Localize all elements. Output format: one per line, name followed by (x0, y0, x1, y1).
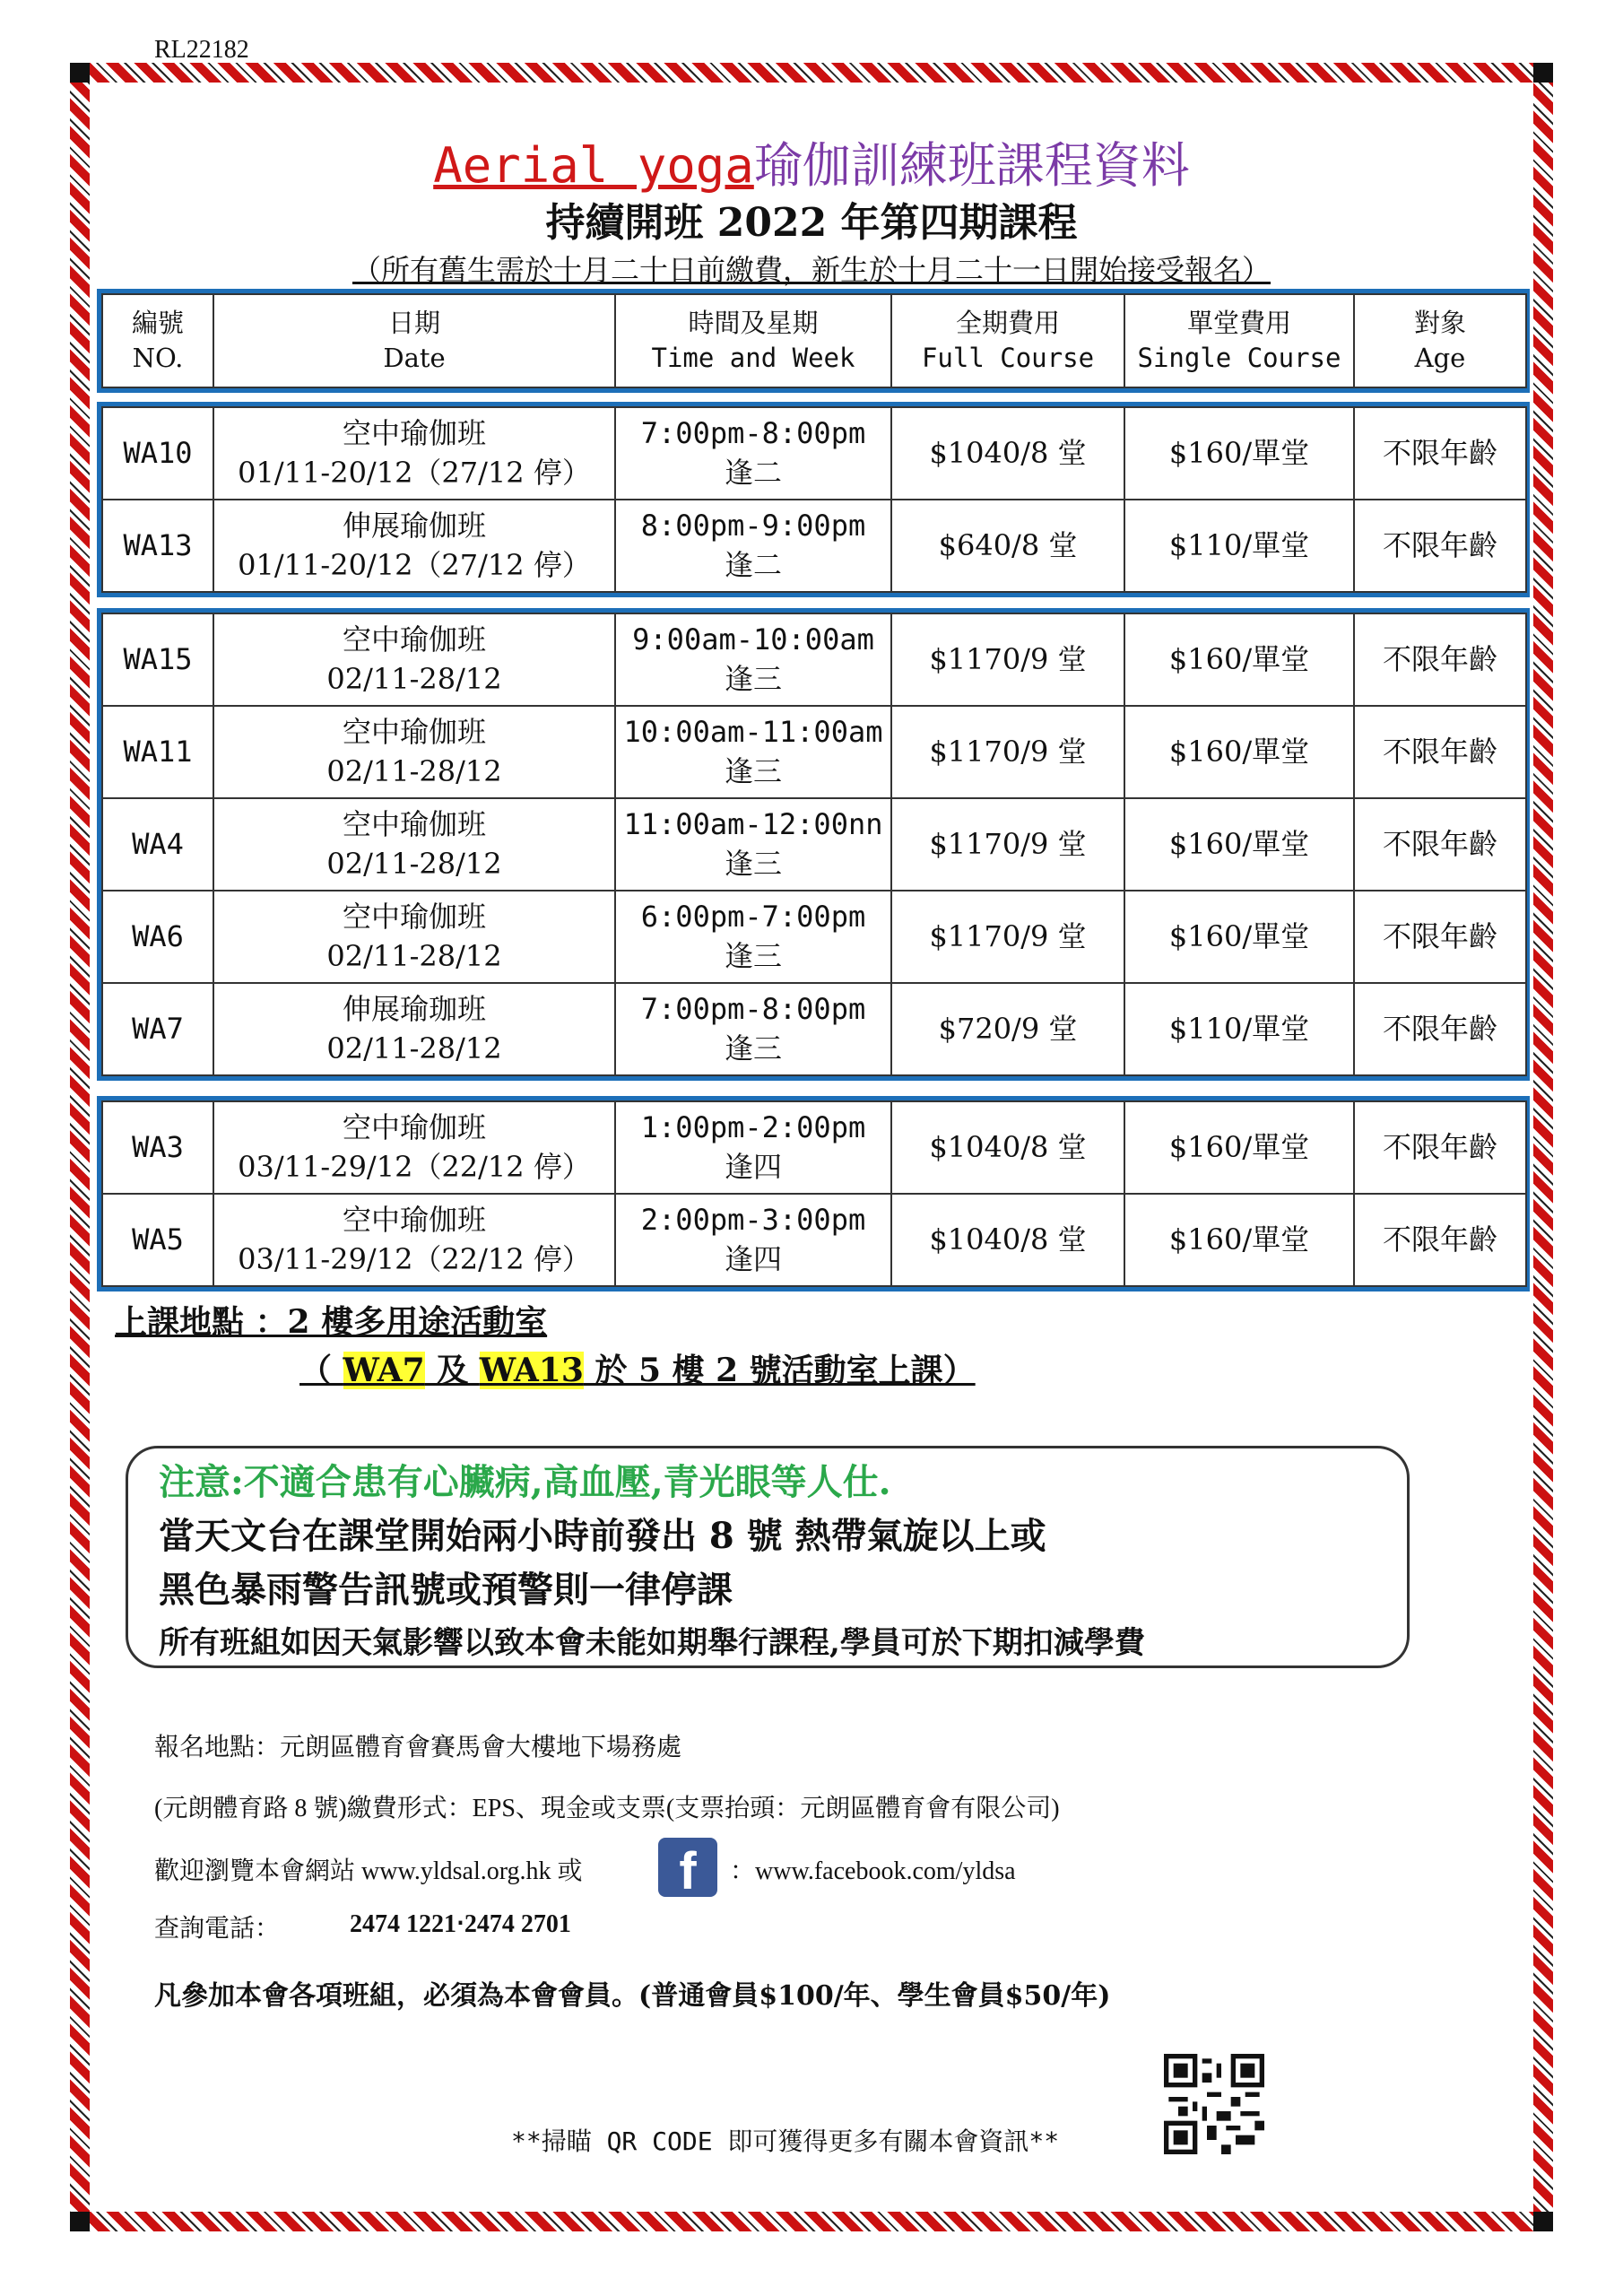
website-link[interactable]: 歡迎瀏覽本會網站 www.yldsal.org.hk 或 (154, 1857, 583, 1885)
table-row: WA4 空中瑜伽班 02/11-28/12 11:00am-12:00nn 逢三 $1170/9 堂 $160/單堂 不限年齡 (102, 798, 1526, 891)
header-no: 編號 NO. (102, 294, 213, 387)
title-en: Aerial yoga (433, 137, 754, 194)
facebook-icon[interactable]: f (658, 1838, 717, 1897)
page-title (0, 127, 1623, 196)
weather-notice-line1: 當天文台在課堂開始兩小時前發出 8 號 熱帶氣旋以上或 (159, 1515, 1046, 1557)
header-single-fee: 單堂費用 Single Course (1124, 294, 1354, 387)
table-row: WA13 伸展瑜伽班 01/11-20/12（27/12 停） 8:00pm-9:00pm 逢二 $640/8 堂 $110/單堂 不限年齡 (102, 500, 1526, 592)
enroll-location: 報名地點：元朗區體育會賽馬會大樓地下場務處 (154, 1734, 682, 1761)
qr-code-icon[interactable] (1164, 2054, 1264, 2154)
registration-note: （所有舊生需於十月二十日前繳費，新生於十月二十一日開始接受報名） (352, 253, 1271, 287)
table-row: WA10 空中瑜伽班 01/11-20/12（27/12 停） 7:00pm-8:00pm 逢二 $1040/8 堂 $160/單堂 不限年齡 (102, 407, 1526, 500)
corner-ornament (1533, 63, 1553, 83)
title-zh: 瑜伽訓練班課程資料 (753, 137, 1190, 194)
payment-methods: (元朗體育路 8 號)繳費形式：EPS、現金或支票(支票抬頭：元朗區體育會有限公司) (154, 1795, 1060, 1822)
table-row: WA6 空中瑜伽班 02/11-28/12 6:00pm-7:00pm 逢三 $1170/9 堂 $160/單堂 不限年齡 (102, 891, 1526, 983)
header-date: 日期 Date (213, 294, 615, 387)
table-row: WA3 空中瑜伽班 03/11-29/12（22/12 停） 1:00pm-2:00pm 逢四 $1040/8 堂 $160/單堂 不限年齡 (102, 1101, 1526, 1194)
header-age: 對象 Age (1354, 294, 1526, 387)
highlight-wa7: WA7 (343, 1352, 425, 1389)
table-row: WA15 空中瑜伽班 02/11-28/12 9:00am-10:00am 逢三 $1170/9 堂 $160/單堂 不限年齡 (102, 613, 1526, 706)
phone-numbers: 2474 1221‧2474 2701 (350, 1910, 571, 1938)
table-row: WA11 空中瑜伽班 02/11-28/12 10:00am-11:00am 逢三 $1170/9 堂 $160/單堂 不限年齡 (102, 706, 1526, 798)
table-row: WA5 空中瑜伽班 03/11-29/12（22/12 停） 2:00pm-3:00pm 逢四 $1040/8 堂 $160/單堂 不限年齡 (102, 1194, 1526, 1286)
notice-box (126, 1446, 1410, 1668)
table-header (97, 289, 1530, 393)
health-warning: 注意:不適合患有心臟病,高血壓,青光眼等人仕. (159, 1461, 891, 1503)
course-group-wednesday (97, 608, 1530, 1081)
venue-line: 上課地點 ：2 樓多用途活動室 (115, 1303, 548, 1341)
weather-notice-line3: 所有班組如因天氣影響以致本會未能如期舉行課程,學員可於下期扣減學費 (159, 1625, 1145, 1661)
subtitle: 持續開班 2022 年第四期課程 (545, 200, 1078, 246)
course-group-tuesday (97, 402, 1530, 597)
highlight-wa13: WA13 (479, 1352, 584, 1389)
corner-ornament (1533, 2212, 1553, 2231)
header-full-fee: 全期費用 Full Course (891, 294, 1124, 387)
document-code: RL22182 (154, 36, 249, 64)
weather-notice-line2: 黑色暴雨警告訊號或預警則一律停課 (159, 1569, 733, 1611)
qr-note: **掃瞄 QR CODE 即可獲得更多有關本會資訊** (511, 2126, 1060, 2156)
course-group-thursday (97, 1096, 1530, 1292)
phone-label: 查詢電話： (154, 1915, 281, 1943)
table-row: WA7 伸展瑜珈班 02/11-28/12 7:00pm-8:00pm 逢三 $720/9 堂 $110/單堂 不限年齡 (102, 983, 1526, 1075)
facebook-link[interactable]: ：www.facebook.com/yldsa (730, 1857, 1016, 1885)
header-time: 時間及星期 Time and Week (615, 294, 891, 387)
venue-exception-line: （ WA7 及 WA13 於 5 樓 2 號活動室上課） (299, 1352, 976, 1389)
corner-ornament (70, 63, 90, 83)
membership-note: 凡參加本會各項班組，必須為本會會員。(普通會員$100/年、學生會員$50/年) (154, 1980, 1111, 2012)
corner-ornament (70, 2212, 90, 2231)
